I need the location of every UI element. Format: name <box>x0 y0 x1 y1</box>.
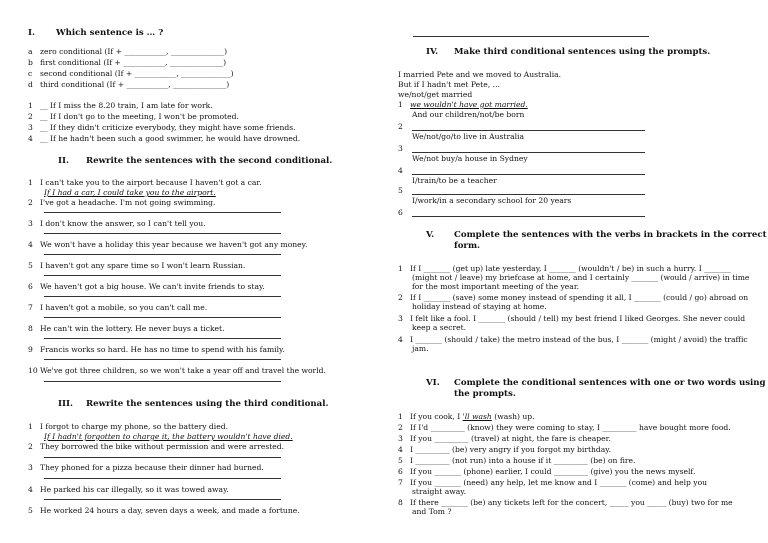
section-3-title: Rewrite the sentences using the third conditional. <box>86 399 329 409</box>
answer-line <box>44 296 281 297</box>
s4-intro-1: I married Pete and we moved to Australia. <box>398 70 562 79</box>
section-6-title-cont: the prompts. <box>454 389 516 399</box>
s1-item-4: 4 __ If he hadn't been such a good swimmer, he would have drowned. <box>28 134 301 143</box>
s5-item-1: 1 If I _______ (get up) late yesterday, I _______ (wouldn't / be) in such a hurry. I _______ <box>398 264 731 273</box>
s6-item-7: 7 If you _______ (need) any help, let me know and I _______ (come) and help you <box>398 478 708 487</box>
s4-item-1: 1 we wouldn't have got married. <box>398 100 528 109</box>
s4-prompt-1: And our children/not/be born <box>412 110 525 119</box>
section-4-number: IV. <box>426 47 439 57</box>
s2-item-10: 10 We've got three children, so we won't take a year off and travel the world. <box>28 366 326 375</box>
s6-item-5: 5 I _________ (not run) into a house if it _________ (be) on fire. <box>398 456 636 465</box>
s4-prompt-4: I/train/to be a teacher <box>412 176 497 185</box>
s4-intro-2: But if I hadn't met Pete, … <box>398 80 501 89</box>
section-5-title-cont: form. <box>454 241 481 251</box>
s3-item-4: 4 He parked his car illegally, so it was towed away. <box>28 485 229 494</box>
s4-item-3: 3 <box>398 144 403 153</box>
type-b: b first conditional (If + ___________, ______________) <box>28 58 227 67</box>
answer-line <box>44 317 281 318</box>
s5-item-3-line-2: keep a secret. <box>412 323 467 332</box>
section-6-title: Complete the conditional sentences with one or two words using <box>454 378 766 388</box>
answer-line <box>44 499 281 500</box>
s2-item-6: 6 We haven't got a big house. We can't invite friends to stay. <box>28 282 265 291</box>
section-5-title: Complete the sentences with the verbs in brackets in the correct <box>454 230 767 240</box>
type-d: d third conditional (If + ___________, ______________) <box>28 80 230 89</box>
s4-prompt-2: We/not/go/to live in Australia <box>412 132 524 141</box>
s3-item-1: 1 I forgot to charge my phone, so the battery died. <box>28 422 228 431</box>
section-1-number: I. <box>28 28 36 38</box>
s6-item-8: 8 If there _______ (be) any tickets left for the concert, _____ you _____ (buy) two for me <box>398 498 733 507</box>
answer-line <box>44 254 281 255</box>
s5-item-2-line-2: holiday instead of staying at home. <box>412 302 547 311</box>
s4-item-5: 5 <box>398 186 403 195</box>
s2-item-2: 2 I've got a headache. I'm not going swimming. <box>28 198 216 207</box>
s4-prompt-3: We/not buy/a house in Sydney <box>412 154 528 163</box>
answer-line <box>44 359 281 360</box>
answer-line <box>44 478 281 479</box>
s1-item-1: 1 __ If I miss the 8.20 train, I am late for work. <box>28 101 213 110</box>
s4-item-6: 6 <box>398 208 403 217</box>
s6-item-1: 1 If you cook, I 'll wash (wash) up. <box>398 412 535 421</box>
s6-item-8-line-2: and Tom ? <box>412 507 452 516</box>
s4-intro-3: we/not/get married <box>398 90 473 99</box>
s3-item-1-answer: If I hadn't forgotten to charge it, the battery wouldn't have died. <box>44 432 293 441</box>
s2-item-1: 1 I can't take you to the airport because I haven't got a car. <box>28 178 262 187</box>
s1-item-3: 3 __ If they didn't criticize everybody, they might have some friends. <box>28 123 296 132</box>
section-1-title: Which sentence is … ? <box>56 28 164 38</box>
s6-item-4: 4 I _________ (be) very angry if you forgot my birthday. <box>398 445 612 454</box>
s4-prompt-5: I/work/in a secondary school for 20 years <box>412 196 572 205</box>
type-c: c second conditional (If + ___________, _____________) <box>28 69 234 78</box>
s5-item-4-line-2: jam. <box>412 344 429 353</box>
s2-item-5: 5 I haven't got any spare time so I won't learn Russian. <box>28 261 246 270</box>
s6-item-6: 6 If you _______ (phone) earlier, I could _________ (give) you the news myself. <box>398 467 696 476</box>
answer-line <box>44 233 281 234</box>
answer-line <box>44 212 281 213</box>
s3-item-5: 5 He worked 24 hours a day, seven days a week, and made a fortune. <box>28 506 300 515</box>
s2-item-8: 8 He can't win the lottery. He never buys a ticket. <box>28 324 225 333</box>
s6-item-2: 2 If I'd _________ (know) they were coming to stay, I _________ have bought more food. <box>398 423 731 432</box>
s4-item-2: 2 <box>398 122 403 131</box>
answer-line <box>44 381 281 382</box>
s2-item-4: 4 We won't have a holiday this year because we haven't got any money. <box>28 240 308 249</box>
s2-item-7: 7 I haven't got a mobile, so you can't call me. <box>28 303 208 312</box>
s5-item-2: 2 If I _______ (save) some money instead of spending it all, I _______ (could / go) abroad on <box>398 293 749 302</box>
s5-item-4: 4 I _______ (should / take) the metro instead of the bus, I _______ (might / avoid) the traffic <box>398 335 748 344</box>
answer-line <box>412 194 645 195</box>
answer-line <box>44 457 281 458</box>
s3-item-2: 2 They borrowed the bike without permission and were arrested. <box>28 442 285 451</box>
s5-item-3: 3 I felt like a fool. I _______ (should / tell) my best friend I liked Georges. She never could <box>398 314 746 323</box>
s1-item-2: 2 __ If I don't go to the meeting, I won't be promoted. <box>28 112 239 121</box>
s2-item-3: 3 I don't know the answer, so I can't tell you. <box>28 219 206 228</box>
top-rule <box>413 36 649 37</box>
section-2-number: II. <box>58 156 70 166</box>
s2-item-1-answer: If I had a car, I could take you to the airport. <box>44 188 216 197</box>
section-3-number: III. <box>58 399 74 409</box>
s3-item-3: 3 They phoned for a pizza because their dinner had burned. <box>28 463 264 472</box>
answer-line <box>412 130 645 131</box>
section-2-title: Rewrite the sentences with the second conditional. <box>86 156 333 166</box>
section-6-number: VI. <box>426 378 440 388</box>
answer-line <box>44 338 281 339</box>
section-5-number: V. <box>426 230 435 240</box>
s6-item-7-line-2: straight away. <box>412 487 467 496</box>
answer-line <box>412 216 645 217</box>
answer-line <box>412 174 645 175</box>
answer-line <box>412 152 645 153</box>
s4-item-4: 4 <box>398 166 403 175</box>
s5-item-1-line-3: for the most important meeting of the year. <box>412 282 580 291</box>
answer-line <box>44 275 281 276</box>
s2-item-9: 9 Francis works so hard. He has no time to spend with his family. <box>28 345 285 354</box>
s5-item-1-line-2: (might not / leave) my briefcase at home, and I certainly _______ (would / arrive) in time <box>412 273 750 282</box>
s6-item-3: 3 If you _________ (travel) at night, the fare is cheaper. <box>398 434 611 443</box>
section-4-title: Make third conditional sentences using the prompts. <box>454 47 711 57</box>
type-a: a zero conditional (If + ___________, ______________) <box>28 47 228 56</box>
